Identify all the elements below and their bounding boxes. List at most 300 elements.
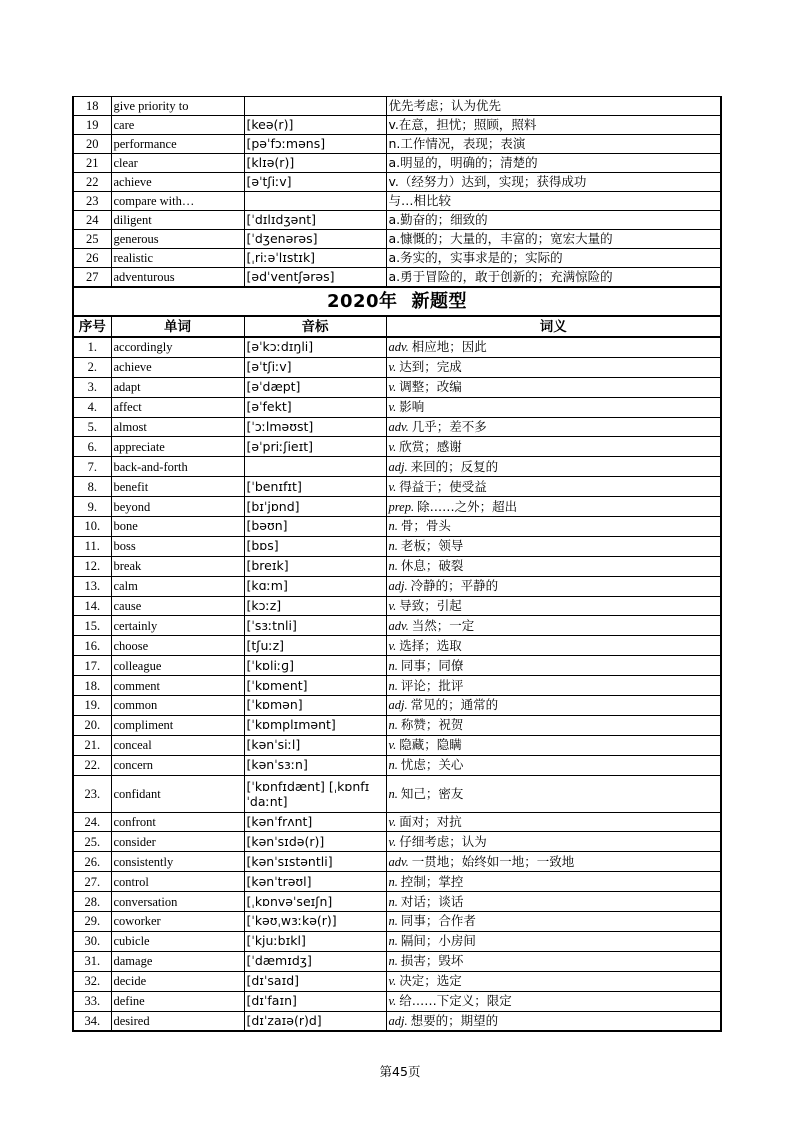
main-section-rows	[73, 337, 721, 1031]
row-word: comment	[111, 676, 244, 696]
meaning-text: 除……之外；超出	[417, 498, 518, 514]
row-word: decide	[111, 971, 244, 991]
row-meaning	[386, 116, 721, 135]
row-number: 1.	[73, 337, 111, 357]
row-meaning	[386, 173, 721, 192]
table-row	[73, 536, 721, 556]
meaning-text: 忧虑；关心	[400, 757, 464, 773]
table-row	[73, 154, 721, 173]
section-name: 新题型	[411, 290, 468, 312]
row-number: 14.	[73, 596, 111, 616]
row-meaning	[386, 135, 721, 154]
row-number: 9.	[73, 497, 111, 517]
meaning-text: 决定；选定	[399, 973, 462, 989]
row-phonetic: [kənˈsɪstəntli]	[244, 852, 386, 872]
meaning-text: 选择；选取	[399, 637, 462, 653]
table-row	[73, 872, 721, 892]
row-word: choose	[111, 636, 244, 656]
row-number: 16.	[73, 636, 111, 656]
row-word: achieve	[111, 357, 244, 377]
meaning-text: 想要的；期望的	[410, 1012, 499, 1028]
row-meaning	[386, 616, 721, 636]
row-phonetic: [bɪˈjɒnd]	[244, 497, 386, 517]
row-word: cubicle	[111, 931, 244, 951]
row-word: common	[111, 696, 244, 716]
row-meaning	[386, 337, 721, 357]
part-of-speech: v.	[388, 599, 397, 614]
meaning-text: 面对；对抗	[399, 814, 462, 830]
table-row	[73, 173, 721, 192]
previous-section-rows	[73, 97, 721, 288]
row-word: compliment	[111, 715, 244, 735]
row-word: coworker	[111, 912, 244, 932]
row-phonetic: [bəʊn]	[244, 517, 386, 537]
meaning-text: n.工作情况，表现；表演	[388, 136, 526, 151]
row-word: benefit	[111, 477, 244, 497]
row-word: conceal	[111, 735, 244, 755]
section-title	[73, 287, 721, 316]
table-row	[73, 230, 721, 249]
row-meaning	[386, 852, 721, 872]
row-number: 4.	[73, 397, 111, 417]
meaning-text: 欣赏；感谢	[399, 438, 462, 454]
row-meaning	[386, 912, 721, 932]
meaning-text: 对话；谈话	[400, 893, 464, 909]
row-meaning	[386, 154, 721, 173]
row-phonetic: [ˈkɒliːɡ]	[244, 656, 386, 676]
header-meaning: 词义	[386, 316, 721, 337]
meaning-text: a.务实的，实事求是的；实际的	[388, 250, 563, 265]
table-row	[73, 357, 721, 377]
row-phonetic: [ˈkɒmplɪmənt]	[244, 715, 386, 735]
row-number: 2.	[73, 357, 111, 377]
row-number: 24	[73, 211, 111, 230]
row-word: damage	[111, 951, 244, 971]
row-phonetic: [ˈkɒment]	[244, 676, 386, 696]
table-row	[73, 715, 721, 735]
meaning-text: 影响	[399, 399, 425, 415]
meaning-text: v.在意，担忧；照顾，照料	[388, 117, 537, 132]
column-header-row	[73, 316, 721, 337]
meaning-text: 来回的；反复的	[410, 458, 499, 474]
row-word: colleague	[111, 656, 244, 676]
row-number: 10.	[73, 517, 111, 537]
row-meaning	[386, 457, 721, 477]
part-of-speech: n.	[388, 519, 398, 534]
meaning-text: 评论；批评	[400, 677, 464, 693]
part-of-speech: n.	[388, 894, 398, 909]
part-of-speech: adv.	[388, 854, 409, 869]
row-phonetic: [ˈkəʊˌwɜːkə(r)]	[244, 912, 386, 932]
row-word: almost	[111, 417, 244, 437]
row-phonetic: [kənˈsɜːn]	[244, 755, 386, 775]
part-of-speech: adj.	[388, 459, 408, 474]
row-phonetic: [ˈdɪlɪdʒənt]	[244, 211, 386, 230]
row-phonetic: [breɪk]	[244, 556, 386, 576]
row-meaning	[386, 892, 721, 912]
table-row	[73, 971, 721, 991]
row-meaning	[386, 735, 721, 755]
row-word: diligent	[111, 211, 244, 230]
row-number: 11.	[73, 536, 111, 556]
part-of-speech: v.	[388, 638, 397, 653]
row-number: 13.	[73, 576, 111, 596]
row-number: 29.	[73, 912, 111, 932]
row-number: 12.	[73, 556, 111, 576]
meaning-text: 给……下定义；限定	[399, 993, 512, 1009]
table-row	[73, 1011, 721, 1031]
table-row	[73, 852, 721, 872]
page-number: 第45页	[379, 1064, 421, 1079]
table-row	[73, 636, 721, 656]
table-row	[73, 397, 721, 417]
row-number: 26	[73, 249, 111, 268]
row-phonetic: [ədˈventʃərəs]	[244, 268, 386, 288]
part-of-speech: adv.	[388, 420, 409, 434]
meaning-text: 得益于；使受益	[399, 478, 487, 494]
row-number: 25.	[73, 832, 111, 852]
row-word: accordingly	[111, 337, 244, 357]
row-meaning	[386, 268, 721, 288]
row-phonetic: [kənˈtrəʊl]	[244, 872, 386, 892]
table-row	[73, 596, 721, 616]
row-word: conversation	[111, 892, 244, 912]
row-number: 6.	[73, 437, 111, 457]
table-row	[73, 832, 721, 852]
row-number: 5.	[73, 417, 111, 437]
row-word: consider	[111, 832, 244, 852]
meaning-text: 骨；骨头	[400, 518, 451, 534]
row-meaning	[386, 477, 721, 497]
meaning-text: 一贯地；始终如一地；一致地	[411, 853, 575, 869]
meaning-text: 老板；领导	[400, 538, 464, 554]
part-of-speech: n.	[388, 678, 398, 693]
row-meaning	[386, 417, 721, 437]
row-phonetic: [kənˈsɪdə(r)]	[244, 832, 386, 852]
row-phonetic: [ˌriːəˈlɪstɪk]	[244, 249, 386, 268]
meaning-text: 冷静的；平静的	[410, 578, 499, 594]
part-of-speech: adj.	[388, 579, 408, 594]
meaning-text: 隐藏；隐瞒	[399, 737, 462, 753]
part-of-speech: v.	[388, 994, 397, 1009]
meaning-text: 控制；掌控	[400, 873, 464, 889]
row-number: 23	[73, 192, 111, 211]
row-number: 20	[73, 135, 111, 154]
row-meaning	[386, 377, 721, 397]
row-phonetic: [ˈkɒnfɪdænt] [ˌkɒnfɪˈdaːnt]	[244, 775, 386, 812]
row-word: compare with…	[111, 192, 244, 211]
part-of-speech: n.	[388, 539, 398, 554]
row-number: 27	[73, 268, 111, 288]
row-number: 34.	[73, 1011, 111, 1031]
row-meaning	[386, 357, 721, 377]
row-phonetic: [ˈdʒenərəs]	[244, 230, 386, 249]
row-meaning	[386, 931, 721, 951]
meaning-text: 当然；一定	[411, 617, 475, 633]
row-word: care	[111, 116, 244, 135]
row-meaning	[386, 556, 721, 576]
row-phonetic: [kɔːz]	[244, 596, 386, 616]
row-word: boss	[111, 536, 244, 556]
row-meaning	[386, 1011, 721, 1031]
row-meaning	[386, 696, 721, 716]
meaning-text: 称赞；祝贺	[400, 717, 464, 733]
row-word: certainly	[111, 616, 244, 636]
row-meaning	[386, 211, 721, 230]
part-of-speech: n.	[388, 559, 398, 574]
row-number: 24.	[73, 812, 111, 832]
part-of-speech: v.	[388, 815, 397, 830]
row-word: realistic	[111, 249, 244, 268]
table-row	[73, 97, 721, 116]
table-row	[73, 268, 721, 288]
part-of-speech: prep.	[388, 499, 415, 514]
row-word: confidant	[111, 775, 244, 812]
row-word: give priority to	[111, 97, 244, 116]
meaning-text: a.勤奋的；细致的	[388, 212, 488, 227]
row-phonetic: [kənˈsiːl]	[244, 735, 386, 755]
row-word: confront	[111, 812, 244, 832]
meaning-text: 调整；改编	[399, 379, 462, 395]
part-of-speech: v.	[388, 738, 397, 753]
meaning-text: a.明显的，明确的；清楚的	[388, 155, 538, 170]
meaning-text: 几乎；差不多	[411, 419, 487, 434]
row-number: 21	[73, 154, 111, 173]
row-meaning	[386, 872, 721, 892]
row-meaning	[386, 437, 721, 457]
row-phonetic: [ˈsɜːtnli]	[244, 616, 386, 636]
meaning-text: 仔细考虑；认为	[399, 833, 487, 849]
row-phonetic: [əˈfekt]	[244, 397, 386, 417]
part-of-speech: n.	[388, 786, 398, 801]
row-meaning	[386, 192, 721, 211]
part-of-speech: adj.	[388, 698, 408, 713]
row-phonetic: [ˈkɒmən]	[244, 696, 386, 716]
row-word: generous	[111, 230, 244, 249]
row-phonetic: [dɪˈzaɪə(r)d]	[244, 1011, 386, 1031]
table-row	[73, 616, 721, 636]
row-word: cause	[111, 596, 244, 616]
row-number: 18.	[73, 676, 111, 696]
table-row	[73, 775, 721, 812]
row-word: back-and-forth	[111, 457, 244, 477]
row-phonetic: [əˈpriːʃieɪt]	[244, 437, 386, 457]
row-meaning	[386, 832, 721, 852]
row-number: 19.	[73, 696, 111, 716]
table-row	[73, 497, 721, 517]
table-row	[73, 951, 721, 971]
table-row	[73, 116, 721, 135]
part-of-speech: v.	[388, 439, 397, 454]
meaning-text: 隔间；小房间	[400, 933, 476, 949]
row-meaning	[386, 971, 721, 991]
meaning-text: 优先考虑；认为优先	[388, 98, 502, 113]
table-row	[73, 656, 721, 676]
row-phonetic	[244, 457, 386, 477]
table-row	[73, 337, 721, 357]
row-word: clear	[111, 154, 244, 173]
row-number: 31.	[73, 951, 111, 971]
row-meaning	[386, 397, 721, 417]
row-word: break	[111, 556, 244, 576]
row-meaning	[386, 676, 721, 696]
meaning-text: 常见的；通常的	[410, 697, 499, 713]
meaning-text: a.慷慨的；大量的，丰富的；宽宏大量的	[388, 231, 613, 246]
section-title-row	[73, 287, 721, 316]
part-of-speech: n.	[388, 718, 398, 733]
row-meaning	[386, 636, 721, 656]
table-row	[73, 755, 721, 775]
row-phonetic: [dɪˈfaɪn]	[244, 991, 386, 1011]
row-meaning	[386, 517, 721, 537]
row-number: 3.	[73, 377, 111, 397]
row-word: consistently	[111, 852, 244, 872]
meaning-text: 相应地；因此	[411, 339, 487, 355]
part-of-speech: v.	[388, 974, 397, 989]
row-phonetic: [əˈdæpt]	[244, 377, 386, 397]
row-number: 28.	[73, 892, 111, 912]
row-number: 19	[73, 116, 111, 135]
row-phonetic: [bɒs]	[244, 536, 386, 556]
meaning-text: v.（经努力）达到，实现；获得成功	[388, 174, 587, 189]
row-phonetic	[244, 97, 386, 116]
part-of-speech: v.	[388, 834, 397, 849]
meaning-text: 损害；毁坏	[400, 953, 464, 969]
row-meaning	[386, 536, 721, 556]
row-meaning	[386, 991, 721, 1011]
row-meaning	[386, 230, 721, 249]
row-number: 26.	[73, 852, 111, 872]
row-number: 22.	[73, 755, 111, 775]
meaning-text: 同事；同僚	[400, 657, 464, 673]
row-meaning	[386, 576, 721, 596]
row-phonetic: [pəˈfɔːməns]	[244, 135, 386, 154]
row-word: bone	[111, 517, 244, 537]
meaning-text: 知己；密友	[400, 785, 464, 801]
row-meaning	[386, 656, 721, 676]
table-row	[73, 912, 721, 932]
row-phonetic: [əˈtʃiːv]	[244, 357, 386, 377]
row-number: 7.	[73, 457, 111, 477]
row-phonetic: [tʃuːz]	[244, 636, 386, 656]
meaning-text: 同事；合作者	[400, 913, 476, 929]
part-of-speech: v.	[388, 400, 397, 415]
row-phonetic: [kənˈfrʌnt]	[244, 812, 386, 832]
table-row	[73, 576, 721, 596]
meaning-text: 达到；完成	[399, 359, 462, 375]
row-number: 17.	[73, 656, 111, 676]
table-row	[73, 517, 721, 537]
part-of-speech: n.	[388, 914, 398, 929]
row-phonetic: [ˈkjuːbɪkl]	[244, 931, 386, 951]
part-of-speech: adv.	[388, 340, 409, 355]
vocabulary-table	[72, 96, 722, 1032]
row-number: 25	[73, 230, 111, 249]
part-of-speech: n.	[388, 758, 398, 773]
row-number: 22	[73, 173, 111, 192]
table-row	[73, 892, 721, 912]
row-meaning	[386, 97, 721, 116]
table-row	[73, 437, 721, 457]
part-of-speech: n.	[388, 658, 398, 673]
table-row	[73, 457, 721, 477]
row-number: 30.	[73, 931, 111, 951]
table-row	[73, 417, 721, 437]
row-number: 21.	[73, 735, 111, 755]
part-of-speech: v.	[388, 479, 397, 494]
row-number: 33.	[73, 991, 111, 1011]
row-word: control	[111, 872, 244, 892]
meaning-text: 导致；引起	[399, 598, 462, 614]
row-meaning	[386, 951, 721, 971]
table-row	[73, 696, 721, 716]
table-row	[73, 676, 721, 696]
row-number: 27.	[73, 872, 111, 892]
row-phonetic: [ˌkɒnvəˈseɪʃn]	[244, 892, 386, 912]
part-of-speech: v.	[388, 360, 397, 375]
table-row	[73, 135, 721, 154]
row-phonetic: [keə(r)]	[244, 116, 386, 135]
row-phonetic	[244, 192, 386, 211]
row-number: 32.	[73, 971, 111, 991]
row-word: performance	[111, 135, 244, 154]
row-meaning	[386, 497, 721, 517]
table-row	[73, 249, 721, 268]
row-number: 23.	[73, 775, 111, 812]
table-row	[73, 211, 721, 230]
meaning-text: a.勇于冒险的，敢于创新的；充满惊险的	[388, 269, 613, 284]
table-row	[73, 735, 721, 755]
row-word: calm	[111, 576, 244, 596]
meaning-text: 与…相比较	[388, 193, 452, 208]
header-phonetic: 音标	[244, 316, 386, 337]
table-row	[73, 556, 721, 576]
header-word: 单词	[111, 316, 244, 337]
part-of-speech: n.	[388, 934, 398, 949]
row-number: 15.	[73, 616, 111, 636]
row-word: appreciate	[111, 437, 244, 457]
row-phonetic: [ˈɔːlməʊst]	[244, 417, 386, 437]
row-word: affect	[111, 397, 244, 417]
row-meaning	[386, 775, 721, 812]
row-word: achieve	[111, 173, 244, 192]
row-word: desired	[111, 1011, 244, 1031]
row-number: 20.	[73, 715, 111, 735]
row-number: 18	[73, 97, 111, 116]
row-phonetic: [əˈtʃiːv]	[244, 173, 386, 192]
table-row	[73, 812, 721, 832]
row-phonetic: [dɪˈsaɪd]	[244, 971, 386, 991]
part-of-speech: n.	[388, 954, 398, 969]
row-meaning	[386, 755, 721, 775]
table-row	[73, 192, 721, 211]
table-row	[73, 377, 721, 397]
part-of-speech: v.	[388, 380, 397, 395]
section-heading	[73, 287, 721, 337]
row-word: beyond	[111, 497, 244, 517]
row-phonetic: [əˈkɔːdɪŋli]	[244, 337, 386, 357]
part-of-speech: adj.	[388, 1013, 408, 1028]
row-phonetic: [kɑːm]	[244, 576, 386, 596]
row-word: adventurous	[111, 268, 244, 288]
part-of-speech: adv.	[388, 618, 409, 633]
table-row	[73, 931, 721, 951]
section-year: 2020年	[326, 290, 398, 312]
row-meaning	[386, 249, 721, 268]
row-meaning	[386, 596, 721, 616]
meaning-text: 休息；破裂	[400, 558, 464, 574]
row-meaning	[386, 812, 721, 832]
